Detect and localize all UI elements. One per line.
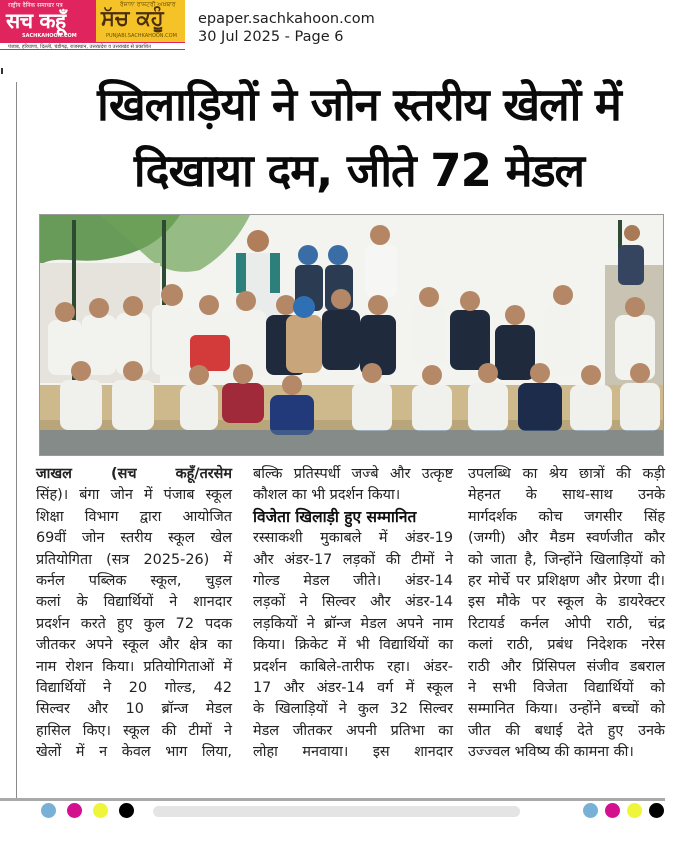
newspaper-masthead	[0, 0, 185, 52]
article-column-2	[253, 464, 453, 764]
article-text-line: ने सभी विजेता विद्यार्थियों को	[468, 680, 665, 697]
article-photo	[39, 214, 664, 456]
article-text-line: कलां के विद्यार्थियों ने शानदार	[36, 594, 232, 611]
article-text-line: जीतकर अपने स्कूल और क्षेत्र का	[36, 637, 232, 654]
group-photo-illustration	[40, 215, 664, 456]
logo-tagline: राष्ट्रीय दैनिक समाचार पत्र	[8, 2, 63, 9]
article-text-line: इस मौके पर स्कूल के डायरेक्टर	[468, 594, 665, 611]
article-text-line: विद्यार्थियों ने 20 गोल्ड, 42	[36, 680, 232, 697]
article-text-line: को जाता है, जिन्होंने खिलाड़ियों को	[468, 551, 665, 568]
article-text-line: उपलब्धि का श्रेय छात्रों की कड़ी	[468, 466, 665, 482]
logo-site: PUNJABI.SACHKAHOON.COM	[106, 33, 177, 39]
article-text-line: बल्कि प्रतिस्पर्धी जज्बे और उत्कृष्ट	[253, 466, 453, 482]
crop-mark	[1, 68, 3, 74]
article-text-line: शिक्षा विभाग द्वारा आयोजित	[36, 508, 232, 525]
headline-line-2: दिखाया दम, जीते 72 मेडल	[133, 144, 585, 197]
article-text-line: 17 और अंडर-14 वर्ग में स्कूल	[253, 680, 453, 697]
registration-dot-black-left	[119, 803, 134, 818]
left-column-rule	[16, 82, 17, 798]
logo-name: सच कहूँ	[6, 9, 66, 33]
article-column-1	[36, 464, 232, 764]
article-text-line: के खिलाड़ियों ने कुल 32 सिल्वर	[253, 701, 453, 718]
article-headline	[18, 72, 700, 204]
article-text-line: नाम रोशन किया। प्रतियोगिताओं में	[36, 658, 232, 675]
article-text-line: सम्मानित किया। उन्होंने बच्चों को	[468, 701, 665, 718]
article-text-line: हर मोर्चे पर प्रशिक्षण और प्रेरणा दी।	[468, 573, 665, 590]
registration-bar	[153, 806, 520, 817]
registration-dot-magenta-left	[67, 803, 82, 818]
editions-strip: पंजाब, हरियाणा, दिल्ली, चंडीगढ़, राजस्थान, उत्तरप्रदेश व उत्तराखंड से प्रकाशित	[0, 42, 185, 50]
article-text-line: मेहनत के साथ-साथ उनके	[468, 487, 665, 504]
article-text-line: प्रदर्शन करते हुए कुल 72 पदक	[36, 615, 232, 632]
article-text-line: लड़कियों ने ब्रॉन्ज मेडल अपने नाम	[253, 615, 453, 632]
article-text-line: मार्गदर्शक कोच जगसीर सिंह	[468, 508, 665, 525]
article-text-line: प्रतियोगिता (सत्र 2025-26) में	[36, 551, 232, 568]
logo-name: ਸੱਚ ਕਹੂੰ	[101, 6, 164, 30]
article-text-line: राठी और प्रिंसिपल संजीव डबराल	[468, 658, 665, 675]
epaper-site-link[interactable]: epaper.sachkahoon.com	[198, 11, 375, 27]
article-text-line: सिल्वर और 10 ब्रॉन्ज मेडल	[36, 701, 232, 718]
article-text-line: 69वीं जोन स्तरीय स्कूल खेल	[36, 530, 232, 547]
article-subheading: विजेता खिलाड़ी हुए सम्मानित	[253, 507, 417, 526]
registration-dot-yellow-left	[93, 803, 108, 818]
article-text-line: उज्ज्वल भविष्य की कामना की।	[468, 744, 634, 761]
article-column-3	[468, 464, 665, 764]
article-text-line: रस्साकशी मुकाबले में अंडर-19	[253, 530, 453, 547]
bottom-rule	[0, 798, 665, 801]
article-text-line: किया। क्रिकेट में भी विद्यार्थियों का	[253, 637, 453, 654]
headline-line-1: खिलाड़ियों ने जोन स्तरीय खेलों में	[97, 78, 621, 131]
article-text-line: गोल्ड मेडल जीते। अंडर-14	[253, 573, 453, 590]
article-text-line: कर्नल पब्लिक स्कूल, चुड़ल	[36, 573, 232, 590]
registration-dot-magenta-right	[605, 803, 620, 818]
article-text-line: प्रदर्शन काबिले-तारीफ रहा। अंडर-	[253, 658, 453, 675]
logo-tagline: ਰੋਜ਼ਾਨਾ ਰਾਸ਼ਟਰੀ ਅਖ਼ਬਾਰ	[120, 1, 176, 8]
article-dateline: जाखल (सच कहूँ/तरसेम	[36, 466, 232, 482]
date-page-label: 30 Jul 2025 - Page 6	[198, 29, 344, 45]
sach-kahoon-hindi-logo	[0, 0, 96, 42]
article-text-line: लड़कों ने सिल्वर और अंडर-14	[253, 594, 453, 611]
sach-kahoon-punjabi-logo	[96, 0, 185, 42]
article-text-line: रिटायर्ड कर्नल ओपी राठी, चंद्र	[468, 615, 665, 632]
article-text-line: और अंडर-17 लड़कों की टीमों ने	[253, 551, 453, 568]
article-text-line: जीत की बधाई देते हुए उनके	[468, 722, 665, 739]
epaper-meta	[198, 10, 375, 46]
article-text-line: सिंह)। बंगा जोन में पंजाब स्कूल	[36, 487, 232, 504]
registration-dot-yellow-right	[627, 803, 642, 818]
article-text-line: मेडल जीतकर अपनी प्रतिभा का	[253, 722, 453, 739]
registration-dot-cyan-left	[41, 803, 56, 818]
article-text-line: लोहा मनवाया। इस शानदार	[253, 744, 453, 761]
article-text-line: कौशल का भी प्रदर्शन किया।	[253, 487, 401, 504]
registration-dot-black-right	[649, 803, 664, 818]
article-text-line: कलां राठी, प्रबंध निदेशक नरेस	[468, 637, 665, 654]
article-text-line: खेलों में न केवल भाग लिया,	[36, 744, 232, 761]
article-text-line: (जग्गी) और मैडम स्वर्णजीत कौर	[468, 530, 665, 547]
logo-site: SACHKAHOON.COM	[22, 33, 77, 39]
article-text-line: हासिल किए। स्कूल की टीमों ने	[36, 722, 232, 739]
registration-dot-cyan-right	[583, 803, 598, 818]
